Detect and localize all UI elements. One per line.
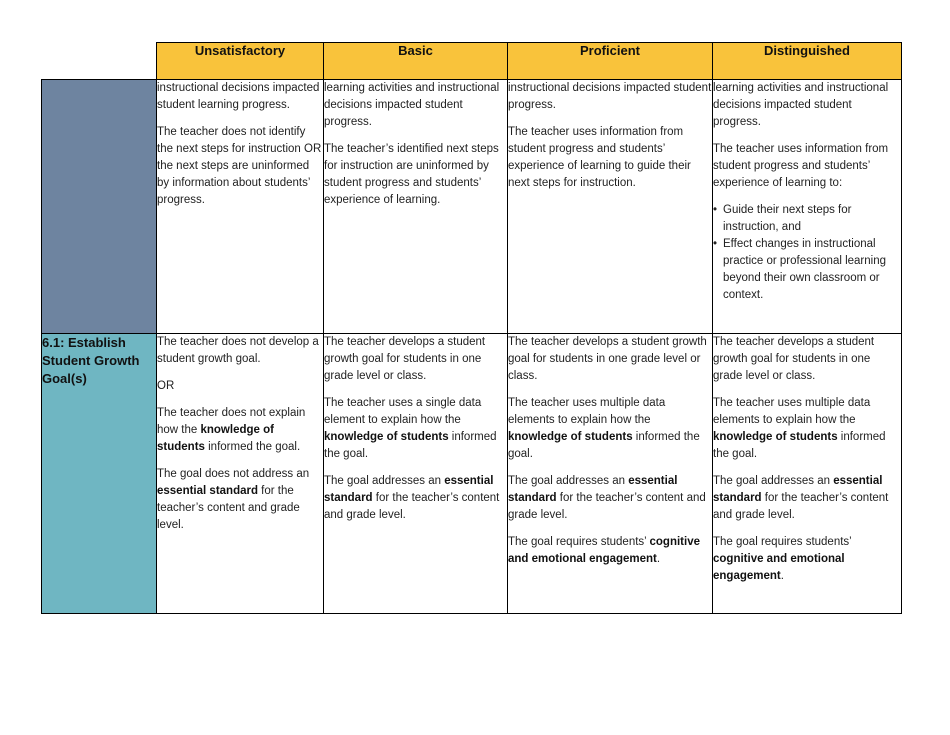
cell-paragraph: The teacher uses multiple data elements to explain how the knowledge of students informed the goal.: [508, 397, 700, 460]
cell-paragraph: The goal addresses an essential standard for the teacher’s content and grade level.: [713, 475, 889, 521]
header-proficient: Proficient: [508, 43, 713, 80]
cell-distinguished: [713, 80, 902, 334]
cell-paragraph: The teacher uses a single data element to explain how the knowledge of students informed the goal.: [324, 397, 497, 460]
header-corner: [42, 43, 157, 80]
cell-paragraph: instructional decisions impacted student progress.: [508, 82, 712, 111]
cell-paragraph: OR: [157, 380, 175, 392]
row-title: 6.1: Establish Student Growth Goal(s): [42, 335, 140, 386]
row-header-continued: [42, 80, 157, 334]
cell-basic: [324, 80, 508, 334]
cell-paragraph: The teacher does not explain how the knowledge of students informed the goal.: [157, 407, 306, 453]
cell-paragraph: The teacher’s identified next steps for instruction are uninformed by student progress and students’ experience of learning.: [324, 143, 499, 206]
table-row: [42, 334, 902, 614]
header-distinguished: Distinguished: [713, 43, 902, 80]
cell-paragraph: The teacher develops a student growth goal for students in one grade level or class.: [508, 336, 707, 382]
cell-paragraph: The goal addresses an essential standard for the teacher’s content and grade level.: [508, 475, 706, 521]
cell-paragraph: The teacher uses multiple data elements to explain how the knowledge of students informed the goal.: [713, 397, 886, 460]
bullet-item: • Effect changes in instructional practice or professional learning beyond their own classroom or context.: [713, 236, 901, 304]
bullet-list: [713, 202, 901, 304]
rubric-table: [41, 42, 902, 614]
cell-basic: [324, 334, 508, 614]
cell-unsatisfactory: [157, 334, 324, 614]
header-basic: Basic: [324, 43, 508, 80]
cell-paragraph: learning activities and instructional decisions impacted student progress.: [713, 82, 889, 128]
header-unsatisfactory: Unsatisfactory: [157, 43, 324, 80]
bullet-item: • Guide their next steps for instruction, and: [713, 202, 901, 236]
cell-paragraph: The teacher develops a student growth goal for students in one grade level or class.: [324, 336, 486, 382]
header-row: [42, 43, 902, 80]
row-header-6-1: [42, 334, 157, 614]
cell-paragraph: The teacher uses information from student progress and students’ experience of learning to guide their next steps for instruction.: [508, 126, 691, 189]
cell-paragraph: The teacher develops a student growth goal for students in one grade level or class.: [713, 336, 875, 382]
cell-unsatisfactory: [157, 80, 324, 334]
cell-proficient: [508, 80, 713, 334]
cell-paragraph: The teacher does not develop a student growth goal.: [157, 336, 319, 365]
cell-paragraph: The goal requires students’ cognitive and emotional engagement.: [508, 536, 700, 565]
cell-paragraph: The teacher uses information from student progress and students’ experience of learning to:: [713, 143, 889, 189]
table-row: [42, 80, 902, 334]
cell-paragraph: learning activities and instructional decisions impacted student progress.: [324, 82, 500, 128]
cell-distinguished: [713, 334, 902, 614]
cell-paragraph: instructional decisions impacted student learning progress.: [157, 82, 320, 111]
cell-paragraph: The teacher does not identify the next steps for instruction OR the next steps are uninformed by information about students’ progress.: [157, 126, 322, 206]
cell-paragraph: The goal addresses an essential standard for the teacher’s content and grade level.: [324, 475, 500, 521]
cell-paragraph: The goal does not address an essential standard for the teacher’s content and grade level.: [157, 468, 310, 531]
cell-paragraph: The goal requires students’ cognitive and emotional engagement.: [713, 536, 852, 582]
cell-proficient: [508, 334, 713, 614]
